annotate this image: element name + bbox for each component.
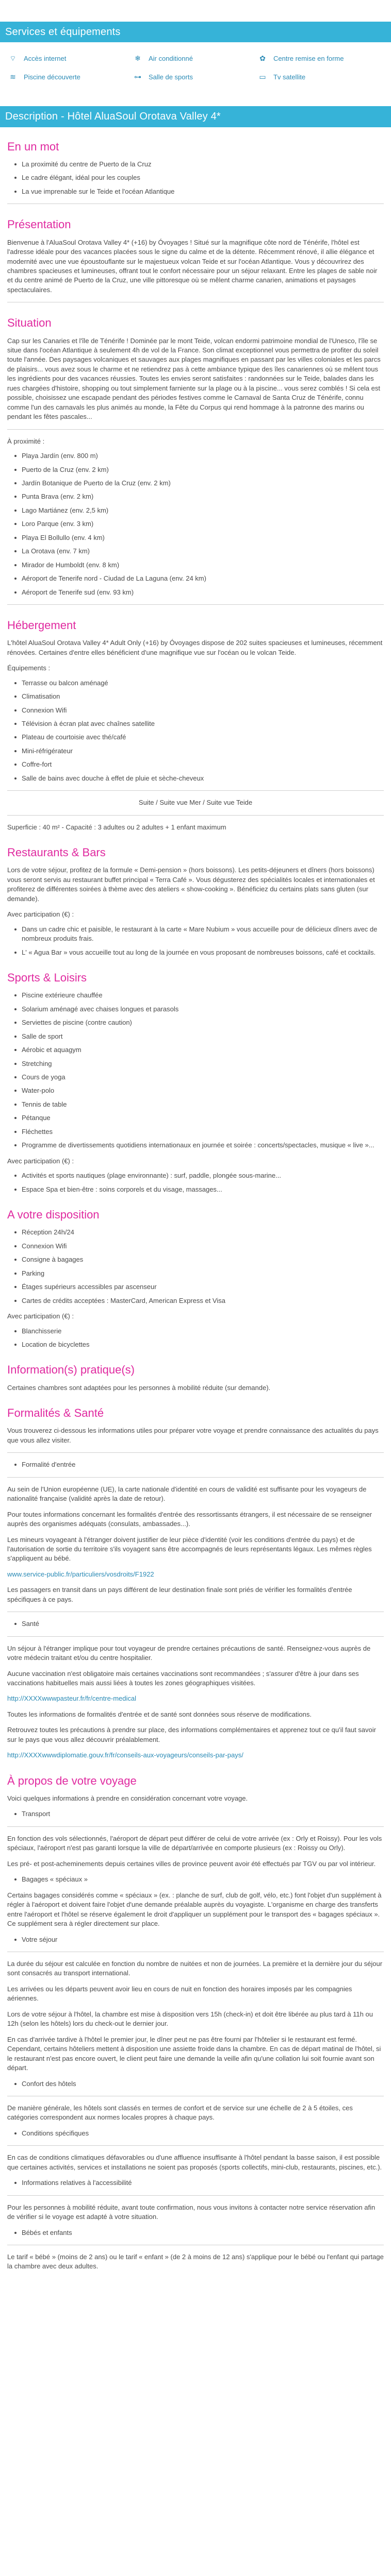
list-item: Formalité d'entrée <box>7 1460 384 1469</box>
list-item: Connexion Wifi <box>7 1242 384 1251</box>
restaurants-text: Lors de votre séjour, profitez de la formule « Demi-pension » (hors boissons). Les petits-déjeuners et dîners (hors boissons) vous seront servis au restaurant buffet principal « Terra Café ». Vous dégusterez des spécialités locales et internationales et profiterez de différentes soirées à thème avec des ateliers « show-cooking ». Bénéficiez du certains plats sans gluten (sur demande). <box>7 866 375 903</box>
sejour-p1: La durée du séjour est calculée en fonction du nombre de nuitées et non de journées. La première et la dernière jour du séjour sont consacrés au transport international. <box>7 1959 383 1977</box>
list-item: Mini-réfrigérateur <box>7 747 384 756</box>
list-item: Salle de sport <box>7 1032 384 1041</box>
amenity-label: Air conditionné <box>148 55 193 63</box>
list-item: Salle de bains avec douche à effet de pluie et sèche-cheveux <box>7 774 384 783</box>
divider <box>7 1452 384 1453</box>
list-item: Activités et sports nautiques (plage environnante) : surf, paddle, plongée sous-marine... <box>7 1171 384 1180</box>
infos-text: Certaines chambres sont adaptées pour les personnes à mobilité réduite (sur demande). <box>7 1383 271 1392</box>
formalites-intro: Vous trouverez ci-dessous les informations utiles pour préparer votre voyage et prendre connaissance des actualités du pays que vous allez visiter. <box>7 1427 379 1444</box>
list-item: Réception 24h/24 <box>7 1228 384 1237</box>
transport-p1: En fonction des vols sélectionnés, l'aéroport de départ peut différer de celui de votre arrivée (ex : Orly et Roissy). Pour les vols spéciaux, l'aéroport n'est pas garanti lorsque la ville de départ/arrivée en comporte plusieurs (ex : Roissy ou Orly). <box>7 1834 382 1852</box>
amenity-item <box>258 68 383 87</box>
tv-icon: ▭ <box>259 73 266 81</box>
list-item: Plateau de courtoisie avec thé/café <box>7 733 384 742</box>
formalites-entry-bullet <box>7 1460 384 1469</box>
list-item: Aéroport de Tenerife sud (env. 93 km) <box>7 588 384 597</box>
conditions-bullet <box>7 2129 384 2138</box>
divider <box>7 604 384 605</box>
presentation-heading: Présentation <box>7 218 71 231</box>
service-public-link[interactable]: www.service-public.fr/particuliers/vosdroits/F1922 <box>7 1570 154 1578</box>
description-section-title: Description - Hôtel AluaSoul Orotava Valley 4* <box>0 106 391 127</box>
formalites-p2: Pour toutes informations concernant les formalités d'entrée des ressortissants étrangers, il est nécessaire de se renseigner auprès des organismes adéquats (consulats, ambassades...). <box>7 1510 372 1528</box>
list-item: Mirador de Humboldt (env. 8 km) <box>7 561 384 570</box>
conditions-p1: En cas de conditions climatiques défavorables ou d'une affluence insuffisante à l'hôtel pendant la basse saison, il est possible que certaines activités, services et installations ne soient pas proposés (sports collectifs, mini-club, restaurants, piscines, etc.). <box>7 2154 382 2171</box>
product-page <box>0 22 391 2293</box>
amenity-item <box>133 68 258 87</box>
sejour-p3: Lors de votre séjour à l'hôtel, la chambre est mise à disposition vers 15h (check-in) et doit être libérée au plus tard à 11h ou 12h (selon les hôtels) lors du check-out le dernier jour. <box>7 2010 373 2028</box>
list-item: Dans un cadre chic et paisible, le restaurant à la carte « Mare Nubium » vous accueille pour de délicieux dîners avec de nombreux produits frais. <box>7 925 384 944</box>
list-item: Votre séjour <box>7 1935 384 1944</box>
presentation-text: Bienvenue à l'AluaSoul Orotava Valley 4* (+16) by Óvoyages ! Situé sur la magnifique côte nord de Ténérife, l'hôtel est l'adresse idéale pour des vacances placées sous le signe du calme et de la détente. Récemment rénové, il allie élégance et modernité avec une vue époustouflante sur le majestueux volcan Teide et sur l'océan Atlantique. Vous y découvrirez des chambres spacieuses et lumineuses, offrant tout le confort nécessaire pour un séjour relaxant. Entre les plages de sable noir et du centre animé de Puerto de la Cruz, une ville pittoresque où se mêlent charme canarien, animations et paysages spectaculaires. <box>7 238 378 294</box>
list-item: Programme de divertissements quotidiens internationaux en journée et soirée : concerts/spectacles, musique « live »... <box>7 1141 384 1150</box>
apropos-intro: Voici quelques informations à prendre en considération concernant votre voyage. <box>7 1794 248 1802</box>
amenity-label: Centre remise en forme <box>273 55 344 63</box>
list-item: Étages supérieurs accessibles par ascenseur <box>7 1282 384 1292</box>
list-item: Playa El Bollullo (env. 4 km) <box>7 533 384 543</box>
wifi-icon: ⌔ <box>9 54 17 63</box>
disposition-extra-label: Avec participation (€) : <box>7 1312 74 1320</box>
restaurants-heading: Restaurants & Bars <box>7 846 106 859</box>
hebergement-text: L'hôtel AluaSoul Orotava Valley 4* Adult Only (+16) by Óvoyages dispose de 202 suites spacieuses et lumineuses, récemment rénovées. Certaines d'entre elles bénéficient d'une magnifique vue sur l'océan ou le volcan Teide. <box>7 639 383 656</box>
list-item: Tennis de table <box>7 1100 384 1109</box>
equipment-list <box>7 679 384 784</box>
amenity-item <box>8 68 133 87</box>
divider <box>7 1826 384 1827</box>
disposition-list <box>7 1228 384 1306</box>
list-item: Transport <box>7 1809 384 1819</box>
sejour-p4: En cas d'arrivée tardive à l'hôtel le premier jour, le dîner peut ne pas être fourni par l'hôtelier si le restaurant est fermé. Cependant, certains hôteliers mettent à disposition une assiette froide dans la chambre. En cas de départ matinal de l'hôtel, si le restaurant n'est pas encore ouvert, le client peut faire une demande la veille afin qu'une collation lui soit fournie avant son départ. <box>7 2035 381 2072</box>
formalites-heading: Formalités & Santé <box>7 1406 104 1420</box>
infos-heading: Information(s) pratique(s) <box>7 1363 135 1377</box>
restaurants-extra-label: Avec participation (€) : <box>7 910 74 919</box>
list-item: Serviettes de piscine (contre caution) <box>7 1018 384 1027</box>
divider <box>7 815 384 816</box>
en-un-mot-list <box>7 160 384 196</box>
formalites-p5: Un séjour à l'étranger implique pour tout voyageur de prendre certaines précautions de santé. Renseignez-vous auprès de votre médecin traitant et/ou du centre hospitalier. <box>7 1644 371 1662</box>
formalites-p6: Aucune vaccination n'est obligatoire mais certaines vaccinations sont recommandées ; s'assurer d'être à jour dans ses vaccinations habituelles mais aussi liées à toutes les zones géographiques visitées. <box>7 1669 359 1687</box>
transport-p2: Les pré- et post-acheminements depuis certaines villes de province peuvent avoir été effectués par TGV ou par vol intérieur. <box>7 1859 376 1868</box>
list-item: Cartes de crédits acceptées : MasterCard, American Express et Visa <box>7 1296 384 1306</box>
divider <box>7 2145 384 2146</box>
children-p1: Le tarif « bébé » (moins de 2 ans) ou le tarif « enfant » (de 2 à moins de 12 ans) s'applique pour le bébé ou l'enfant qui partage la chambre avec deux adultes. <box>7 2253 384 2270</box>
list-item: Location de bicyclettes <box>7 1340 384 1349</box>
list-item: Playa Jardín (env. 800 m) <box>7 451 384 461</box>
list-item: Télévision à écran plat avec chaînes satellite <box>7 719 384 728</box>
divider <box>7 2195 384 2196</box>
list-item: Loro Parque (env. 3 km) <box>7 519 384 529</box>
list-item: Solarium aménagé avec chaises longues et parasols <box>7 1005 384 1014</box>
transport-bullet <box>7 1809 384 1819</box>
list-item: Informations relatives à l'accessibilité <box>7 2178 384 2188</box>
confort-p1: De manière générale, les hôtels sont classés en termes de confort et de service sur une échelle de 2 à 5 étoiles, ces catégories correspondent aux normes locales propres à chaque pays. <box>7 2104 353 2122</box>
divider <box>7 1636 384 1637</box>
list-item: Climatisation <box>7 692 384 701</box>
list-item: L' « Agua Bar » vous accueille tout au long de la journée en vous proposant de nombreuses boissons, café et cocktails. <box>7 948 384 957</box>
disposition-extra-list <box>7 1327 384 1350</box>
proximity-label: À proximité : <box>7 437 45 445</box>
list-item: La Orotava (env. 7 km) <box>7 547 384 556</box>
list-item: Terrasse ou balcon aménagé <box>7 679 384 688</box>
formalites-p4: Les passagers en transit dans un pays différent de leur destination finale sont priés de vérifier les formalités d'entrée spécifiques à ce pays. <box>7 1586 352 1603</box>
formalites-health-bullet <box>7 1619 384 1629</box>
suite-capacity-text: Superficie : 40 m² - Capacité : 3 adultes ou 2 adultes + 1 enfant maximum <box>7 823 226 831</box>
list-item: Punta Brava (env. 2 km) <box>7 492 384 501</box>
pasteur-link[interactable]: http://XXXXwwwpasteur.fr/fr/centre-medical <box>7 1694 136 1703</box>
list-item: Consigne à bagages <box>7 1255 384 1264</box>
amenity-item <box>258 49 383 68</box>
list-item: Aérobic et aquagym <box>7 1045 384 1055</box>
sports-extra-label: Avec participation (€) : <box>7 1157 74 1165</box>
formalites-p3: Les mineurs voyageant à l'étranger doivent justifier de leur pièce d'identité (voir les conditions d'entrée du pays) et de l'autorisation de sortie du territoire s'ils voyagent sans être accompagnés de leurs représentants légaux. Les mêmes règles s'appliquent au bébé. <box>7 1535 372 1563</box>
list-item: Aéroport de Tenerife nord - Ciudad de La Laguna (env. 24 km) <box>7 574 384 583</box>
hebergement-heading: Hébergement <box>7 619 76 632</box>
list-item: Lago Martiánez (env. 2,5 km) <box>7 506 384 515</box>
sports-list <box>7 991 384 1150</box>
situation-text: Cap sur les Canaries et l'île de Ténérife ! Dominée par le mont Teide, volcan endormi patrimoine mondial de l'Unesco, l'île se situe dans l'océan Atlantique à seulement 4h de vol de la France. Son climat exceptionnel vous permettra de profiter du soleil toute l'année. Des paysages volcaniques et sauvages aux plages magnifiques en passant par les villes coloniales et les parcs de plaisirs... vous avez sous le charme et ne retiendrez pas à cette ambiance typique des îles canariennes où se mêlent tous les ingrédients pour des vacances réussies. Toutes les envies seront satisfaites : randonnées sur le Teide, balades dans les rues chargées d'histoire, shopping ou tout simplement farniente sur la plage ou à la piscine... vous serez comblés ! Si cela est possible, choisissez une escapade pendant des périodes festives comme le Carnaval de Santa Cruz de Ténérife, connu comme l'un des carnavals les plus animés au monde, la Fête du Corpus qui rend hommage à la patronne des marins ou pendant les fêtes pascales... <box>7 336 381 421</box>
spa-icon: ✿ <box>259 54 266 63</box>
apropos-heading: À propos de votre voyage <box>7 1774 137 1787</box>
list-item: Bagages « spéciaux » <box>7 1875 384 1884</box>
list-item: La vue imprenable sur le Teide et l'océan Atlantique <box>7 187 384 196</box>
list-item: Confort des hôtels <box>7 2079 384 2089</box>
amenity-item <box>133 49 258 68</box>
gym-icon: ⊶ <box>134 73 141 81</box>
confort-bullet <box>7 2079 384 2089</box>
suite-type-label: Suite / Suite vue Mer / Suite vue Teide <box>138 799 253 807</box>
list-item: Santé <box>7 1619 384 1629</box>
list-item: Parking <box>7 1269 384 1278</box>
proximity-list <box>7 451 384 597</box>
list-item: Connexion Wifi <box>7 706 384 715</box>
divider <box>7 790 384 791</box>
amenity-label: Tv satellite <box>273 73 306 81</box>
list-item: Jardín Botanique de Puerto de la Cruz (env. 2 km) <box>7 479 384 488</box>
children-bullet <box>7 2228 384 2238</box>
list-item: Le cadre élégant, idéal pour les couples <box>7 173 384 182</box>
formalites-p7: Toutes les informations de formalités d'entrée et de santé sont données sous réserve de modifications. <box>7 1710 312 1718</box>
restaurants-extra-list <box>7 925 384 957</box>
equipment-label: Équipements : <box>7 664 51 672</box>
amenity-item <box>8 49 133 68</box>
list-item: La proximité du centre de Puerto de la Cruz <box>7 160 384 169</box>
amenities-grid <box>7 42 384 91</box>
disposition-heading: A votre disposition <box>7 1208 100 1222</box>
accessibility-p1: Pour les personnes à mobilité réduite, avant toute confirmation, nous vous invitons à contacter notre service réservation afin de vérifier si le voyage est adapté à votre situation. <box>7 2203 376 2221</box>
baggage-bullet <box>7 1875 384 1884</box>
divider <box>7 429 384 430</box>
sejour-p2: Les arrivées ou les départs peuvent avoir lieu en cours de nuit en fonction des horaires imposés par les compagnies aériennes. <box>7 1985 352 2003</box>
sports-extra-list <box>7 1171 384 1194</box>
amenity-label: Piscine découverte <box>24 73 80 81</box>
diplomatie-link[interactable]: http://XXXXwwwdiplomatie.gouv.fr/fr/conseils-aux-voyageurs/conseils-par-pays/ <box>7 1751 243 1759</box>
amenity-label: Accès internet <box>24 55 67 63</box>
transport-p4: Certains bagages considérés comme « spéciaux » (ex. : planche de surf, club de golf, vélo, etc.) font l'objet d'un supplément à régler à l'aéroport et doivent faire l'objet d'une demande préalable auprès du voyagiste. L'organisme en charge des transferts entre l'aéroport et l'hôtel se réserve également le droit d'appliquer un supplément pour le transport des « bagages spéciaux ». Ce supplément sera à régler directement sur place. <box>7 1891 382 1928</box>
snowflake-icon: ❄ <box>135 54 141 63</box>
pool-icon: ≋ <box>10 73 16 81</box>
list-item: Cours de yoga <box>7 1073 384 1082</box>
sports-heading: Sports & Loisirs <box>7 971 87 985</box>
list-item: Coffre-fort <box>7 760 384 769</box>
list-item: Water-polo <box>7 1086 384 1095</box>
amenities-section-title: Services et équipements <box>0 22 391 42</box>
amenity-label: Salle de sports <box>148 73 193 81</box>
list-item: Piscine extérieure chauffée <box>7 991 384 1000</box>
list-item: Stretching <box>7 1059 384 1069</box>
divider <box>7 1477 384 1478</box>
list-item: Bébés et enfants <box>7 2228 384 2238</box>
situation-heading: Situation <box>7 316 52 330</box>
list-item: Blanchisserie <box>7 1327 384 1336</box>
list-item: Espace Spa et bien-être : soins corporels et du visage, massages... <box>7 1185 384 1194</box>
accessibility-bullet <box>7 2178 384 2188</box>
list-item: Conditions spécifiques <box>7 2129 384 2138</box>
sejour-bullet <box>7 1935 384 1944</box>
formalites-p1: Au sein de l'Union européenne (UE), la carte nationale d'identité en cours de validité est suffisante pour les voyageurs de nationalité française (validité après la date de retour). <box>7 1485 367 1503</box>
formalites-p8: Retrouvez toutes les précautions à prendre sur place, des informations complémentaires et apprenez tout ce qu'il faut savoir sur le pays que vous allez découvrir préalablement. <box>7 1726 376 1743</box>
en-un-mot-heading: En un mot <box>7 140 59 153</box>
list-item: Pétanque <box>7 1113 384 1123</box>
list-item: Puerto de la Cruz (env. 2 km) <box>7 465 384 474</box>
list-item: Fléchettes <box>7 1127 384 1137</box>
